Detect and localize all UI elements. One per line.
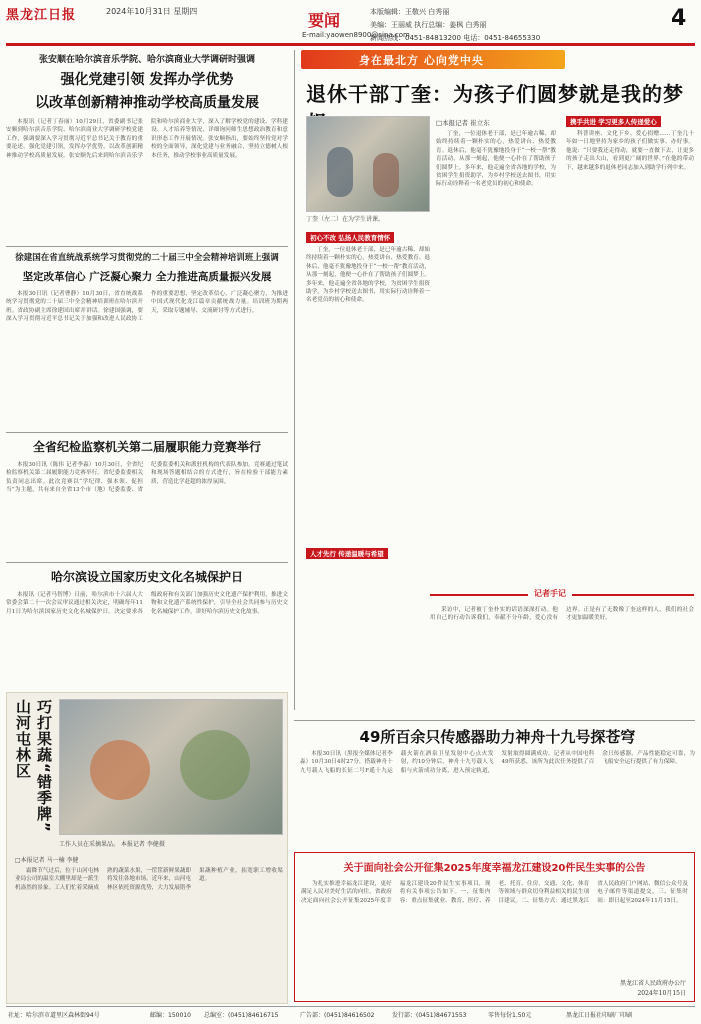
issue-date: 2024年10月31日 星期四	[106, 7, 198, 16]
feature-body-col1	[306, 246, 430, 536]
sidebar-tag: 携手共进 学习更多人传递爱心	[566, 116, 661, 127]
article-kicker: 徐建国在省直统战系统学习贯彻党的二十届三中全会精神培训班上强调	[15, 253, 279, 263]
newspaper-logo: 黑龙江日报	[6, 8, 77, 23]
body-paragraph: 采访中，记者被丁奎朴实的话语深深打动。他用自己的行动告诉我们，奉献不分年龄，爱心没有边界。正是有了无数像丁奎这样的人，我们的社会才更加温暖美好。	[430, 607, 694, 622]
article-kicker: 张安顺在哈尔滨音乐学院、哈尔滨商业大学调研时强调	[38, 55, 255, 65]
editor-contacts	[370, 6, 670, 45]
subhead-tag: 初心不改 弘扬人民教育情怀	[306, 232, 394, 243]
divider	[6, 562, 288, 563]
divider	[6, 246, 288, 247]
body-paragraph: 丁奎，一位退休老干部，是已年逾古稀、却始终持续着一颗朴实的心，热爱讲台、热爱教育。退休后，他毫不犹豫地投身于“一校一帮”教育活动，从那一刻起，他便一心扑在了帮助孩子们圆梦上。多年来，他走遍全省各地的学校，为贫困学生捐资助学，为乡村学校送去图书，用实际行动诠释着一名老党员的初心和使命。	[306, 247, 430, 304]
article-headline-vertical: 巧打果蔬“错季牌” 山河屯林区	[14, 699, 53, 833]
announcement-date: 2024年10月15日	[637, 990, 686, 997]
article-headline: 以改革创新精神推动学校高质量发展	[35, 95, 259, 111]
reporter-notes-box	[430, 588, 694, 714]
header-rule	[6, 43, 695, 46]
announcement-title: 关于面向社会公开征集2025年度幸福龙江建设20件民生实事的公告	[343, 863, 646, 874]
notes-title: 记者手记	[528, 588, 572, 599]
article-body	[6, 290, 288, 400]
article-headline: 坚定改革信心 广泛凝心聚力 全力推进高质量振兴发展	[22, 271, 272, 283]
divider	[6, 432, 288, 433]
feature-byline: □本报记者 崔立东	[436, 119, 490, 127]
footer-postcode: 邮编：150010	[150, 1012, 191, 1019]
page-number: 4	[671, 6, 687, 31]
body-paragraph: 为扎实推进幸福龙江建设，更好满足人民对美好生活的向往，省政府决定面向社会公开征集2025年度幸福龙江建设20件民生实事项目，现将有关事项公告如下。一、征集内容：重点征集就业、教育、医疗、养老、托育、住房、交通、文化、体育等领域与群众切身利益相关的民生项目建议。二、征集方式：通过黑龙江省人民政府门户网站、微信公众号及电子邮件等渠道提交。三、征集时间：即日起至2024年11月15日。	[301, 881, 688, 904]
footer-ads-phone: 广告部：(0451)84616502	[300, 1012, 375, 1019]
notes-body	[430, 606, 694, 706]
footer-price: 零售每份1.50元	[488, 1012, 532, 1019]
body-paragraph: 丁奎，一位退休老干部，是已年逾古稀、却始终持续着一颗朴实的心，热爱讲台、热爱教育。退休后，他毫不犹豫地投身于“一校一帮”教育活动，从那一刻起，他便一心扑在了帮助孩子们圆梦上。多年来，他走遍全省各地的学校，为贫困学生捐资助学，为乡村学校送去图书，用实际行动诠释着一名老党员的初心和使命。	[436, 131, 556, 188]
photo-caption: 丁奎（左二）在为学生讲课。	[306, 216, 385, 223]
column-divider	[294, 50, 295, 710]
article-byline: □本报记者 马一楠 李健	[15, 857, 79, 864]
series-banner	[301, 50, 565, 69]
body-paragraph: 本报30日讯（黑报全媒体记者李淼）10月30日4时27分，搭载神舟十九号载人飞船的长征二号F遥十九运载火箭在酒泉卫星发射中心点火发射，约10分钟后，神舟十九号载人飞船与火箭成功分离，进入预定轨道，发射取得圆满成功。记者从中国电科49所获悉，该所为此次任务提供了百余只传感器，产品性能稳定可靠，为飞船安全运行提供了有力保障。	[300, 751, 695, 774]
article-body	[6, 118, 288, 238]
footer-rule	[6, 1006, 695, 1007]
body-paragraph: 本报30日讯（记者曹静）10月30日，省直统战系统学习贯彻党的二十届三中全会精神培训班在哈尔滨开班。省政协副主席徐建国出席并讲话。徐建国强调，要深入学习贯彻习近平总书记关于加强和改进人民政协工作的重要思想，坚定改革信心，广泛凝心聚力，为推进中国式现代化龙江篇章贡献统战力量。培训班为期两天，采取专题辅导、交流研讨等方式进行。	[6, 291, 288, 323]
section-title: 要闻	[308, 11, 341, 30]
article-harbin-heritage-day	[6, 568, 288, 688]
banner-text: 身在最北方 心向党中央	[359, 54, 484, 67]
subhead-tag: 人才先行 传递温暖与希望	[306, 548, 388, 559]
footer-office-phone: 总编室：(0451)84616715	[204, 1012, 279, 1019]
divider	[294, 720, 695, 721]
body-paragraph: 本报讯（记者丁春丽）10月29日，省委副书记张安顺到哈尔滨音乐学院、哈尔滨商业大学调研学校党建工作，强调要深入学习贯彻习近平总书记关于教育的重要论述，强化党建引领，发挥办学优势，以改革创新精神推动学校高质量发展。张安顺先后来到哈尔滨音乐学院和哈尔滨商业大学，深入了解学校党的建设、学科建设、人才培养等情况，详细询问师生思想政治教育和意识形态工作开展情况。张安顺指出，要始终坚持党对学校的全面领导，深化党建与业务融合，坚持立德树人根本任务，推动学校事业高质量发展。	[6, 119, 288, 159]
footer-printer: 黑龙江日报社印刷厂印刷	[566, 1012, 633, 1019]
article-body	[6, 591, 288, 685]
announcement-box	[294, 852, 695, 1002]
announcement-signature: 黑龙江省人民政府办公厅	[619, 980, 686, 987]
body-paragraph: 霜降节气过后，位于山河屯林业局公司的温室大棚里却是一派生机盎然的景象。工人们忙着采摘成熟的蔬菜水果，一筐筐新鲜果蔬即将发往各地市场。近年来，山河屯林区依托资源优势，大力发展错季果蔬种植产业，拓宽职工增收渠道。	[15, 868, 283, 891]
feature-body	[436, 130, 556, 558]
contact-line: 新闻热线：0451-84813200 电话：0451-84655330	[370, 34, 541, 42]
sidebar-body	[566, 130, 694, 558]
body-paragraph: 科普讲座、文化下乡、爱心捐赠……丁奎几十年如一日地坚持为家乡的孩子们做实事、办好事。他说：“只要我还走得动，就要一直做下去，让更多的孩子走出大山，看到更广阔的世界。”在他的带动下，越来越多的退休老同志加入到助学行列中来。	[566, 131, 694, 171]
article-headline: 全省纪检监察机关第二届履职能力竞赛举行	[32, 440, 261, 454]
feature-box-shanhetun	[6, 692, 288, 1004]
article-discipline-contest	[6, 438, 288, 558]
body-paragraph: 本报30日讯（陈伟 记者李淼）10月30日，全省纪检监察机关第二届履职能力竞赛举行。省纪委监委相关负责同志出席。此次竞赛以“学纪律、强本领、促担当”为主题，共有来自全省13个市（地）纪委监委、省纪委监委机关和派驻机构的代表队参加。竞赛通过笔试和现场答题相结合的方式进行，旨在检验干部能力素质，营造比学赶超的浓厚氛围。	[6, 462, 288, 494]
contact-line: 本版编辑：王敬兴 白秀丽	[370, 8, 450, 16]
article-headline: 强化党建引领 发挥办学优势	[60, 72, 234, 88]
article-zhang-anshun	[6, 52, 288, 238]
feature-headline: 退休干部丁奎：为孩子们圆梦就是我的梦	[306, 82, 684, 106]
article-body	[300, 750, 695, 846]
article-body	[6, 461, 288, 557]
article-xu-jianguo	[6, 252, 288, 428]
body-paragraph: 本报讯（记者马智博）日前，哈尔滨市十六届人大常委会第二十一次会议审议通过相关决定，明确每年11月1日为哈尔滨国家历史文化名城保护日。决定要求各级政府和有关部门加强历史文化遗产保护利用，推进文物和文化遗产系统性保护，引导全社会共同参与历史文化名城保护工作，讲好哈尔滨历史文化故事。	[6, 592, 288, 615]
announcement-body	[301, 880, 688, 984]
footer-address: 社址：哈尔滨市道里区森林街94号	[8, 1012, 100, 1019]
photo-fruit-harvest	[59, 699, 283, 835]
photo-teacher-class	[306, 116, 430, 212]
article-body	[15, 867, 283, 999]
contact-line: 美编：王丽威 执行总编：姜枫 白秀丽	[370, 21, 487, 29]
section-email: E-mail:yaowen8900@sina.com	[302, 31, 410, 39]
footer-distribution-phone: 发行部：(0451)84671553	[392, 1012, 467, 1019]
article-headline: 49所百余只传感器助力神舟十九号探苍穹	[359, 728, 636, 746]
photo-caption: 工作人员在采摘果品。 本报记者 李健摄	[59, 841, 165, 848]
article-headline: 哈尔滨设立国家历史文化名城保护日	[50, 570, 243, 584]
